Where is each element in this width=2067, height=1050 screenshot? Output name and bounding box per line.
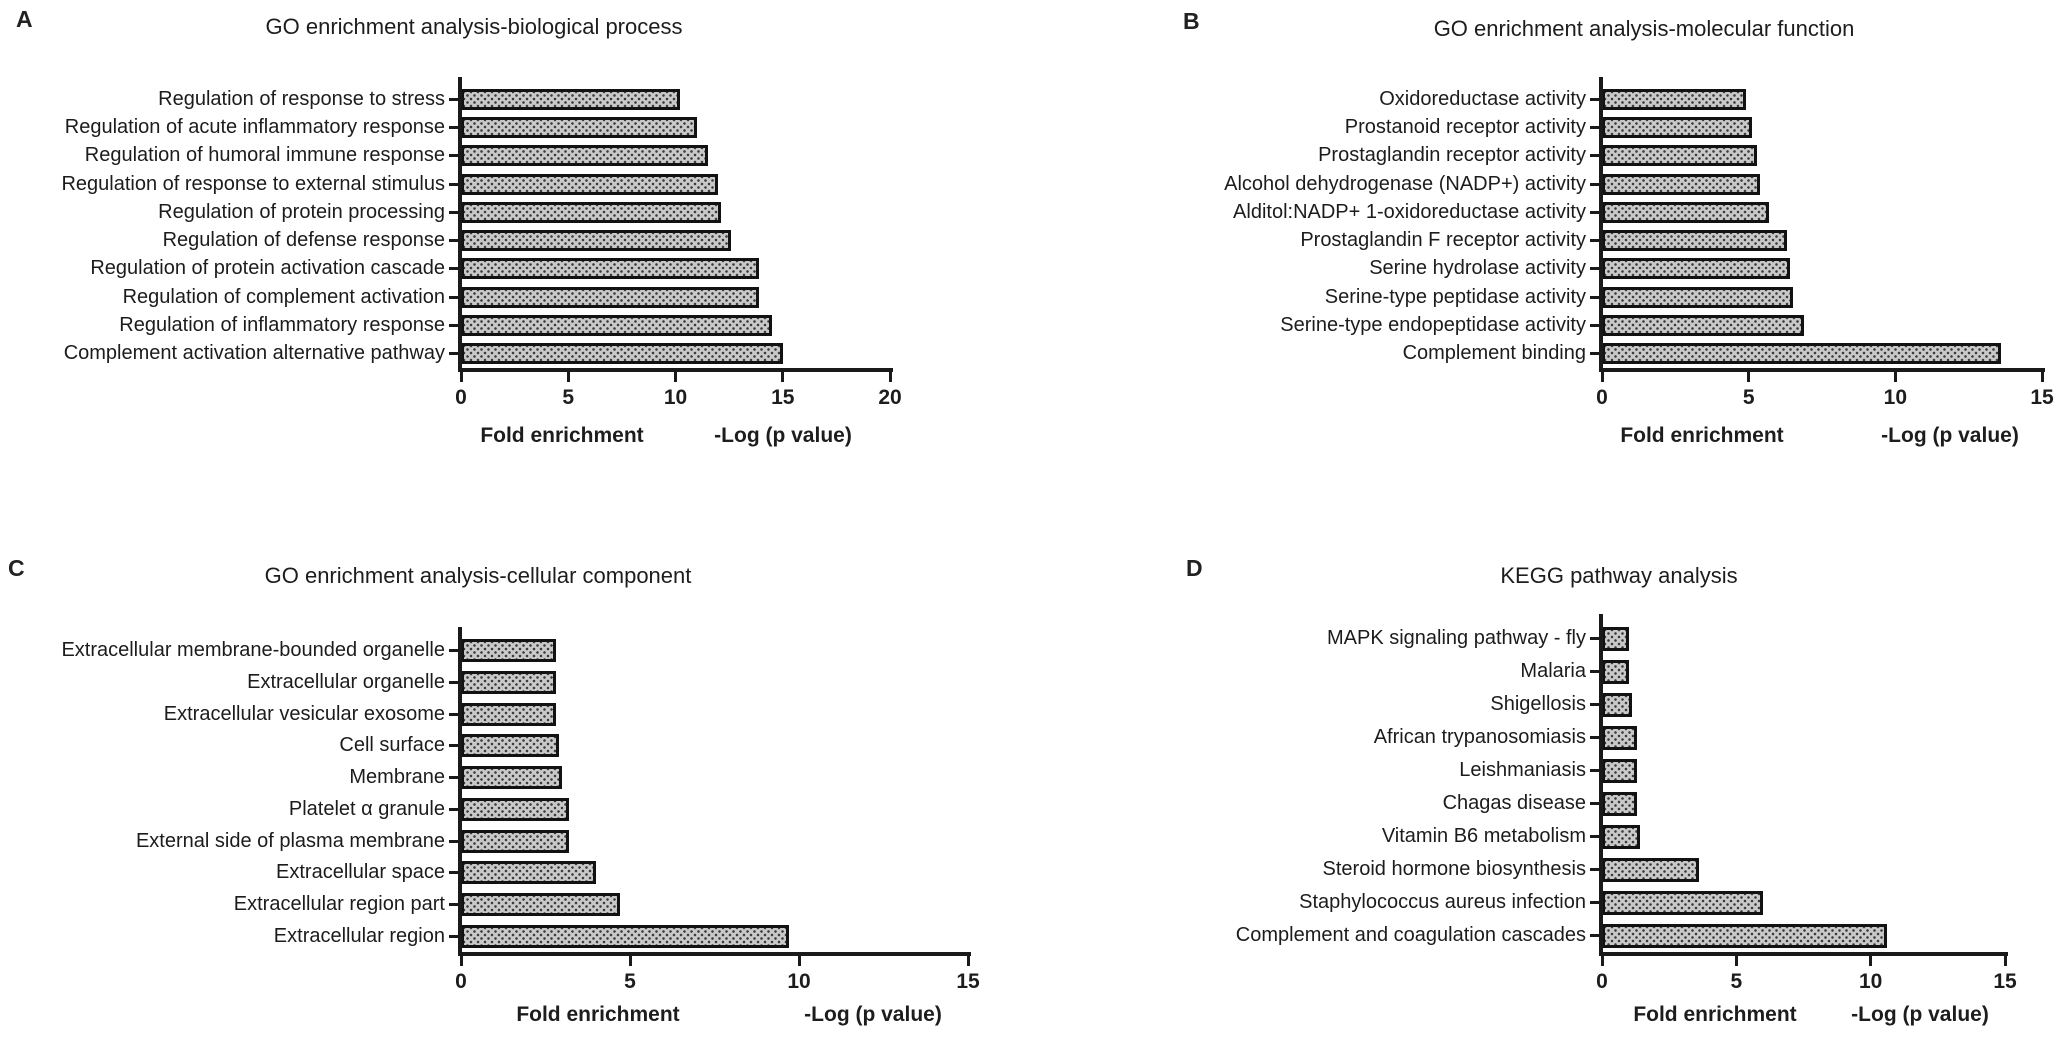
bar	[461, 315, 772, 336]
x-tick	[629, 956, 632, 966]
category-label: Membrane	[349, 766, 445, 789]
x-tick-label: 10	[1858, 970, 1883, 993]
category-label: Serine hydrolase activity	[1369, 257, 1586, 280]
x-axis-label-log-p-value-a: -Log (p value)	[714, 424, 852, 447]
category-label: Regulation of response to stress	[158, 87, 445, 110]
panel-letter-c: C	[8, 555, 25, 581]
bar	[1602, 117, 1752, 138]
bar	[1602, 792, 1637, 816]
x-axis-label-log-p-value-c: -Log (p value)	[804, 1003, 942, 1026]
category-label: Serine-type endopeptidase activity	[1280, 314, 1586, 337]
x-axis-line	[458, 952, 971, 956]
x-tick	[460, 372, 463, 382]
category-label: Leishmaniasis	[1459, 759, 1586, 781]
bar	[1602, 258, 1790, 279]
x-tick	[1735, 956, 1738, 966]
x-tick	[889, 372, 892, 382]
panel-c-cellular-component	[0, 525, 1033, 1050]
x-tick-label: 20	[878, 386, 902, 409]
bar	[1602, 627, 1629, 651]
bar	[1602, 924, 1887, 948]
panel-d-kegg-pathway	[1034, 525, 2067, 1050]
bar	[461, 230, 731, 251]
bar	[1602, 858, 1699, 882]
x-tick	[674, 372, 677, 382]
bar	[1602, 202, 1769, 223]
bar	[461, 343, 783, 364]
x-tick	[460, 956, 463, 966]
panel-b-molecular-function	[1034, 0, 2067, 525]
x-tick-label: 15	[956, 970, 980, 993]
bar	[461, 703, 556, 726]
category-label: Platelet α granule	[288, 797, 445, 820]
x-tick-label: 5	[562, 386, 575, 409]
category-label: Extracellular space	[276, 861, 445, 884]
bar	[1602, 726, 1637, 750]
bar	[1602, 759, 1637, 783]
bar	[461, 798, 569, 821]
category-label: External side of plasma membrane	[135, 829, 445, 852]
x-tick-label: 15	[771, 386, 795, 409]
category-label: African trypanosomiasis	[1373, 726, 1586, 748]
bar	[461, 861, 596, 884]
chart-title-d: KEGG pathway analysis	[1500, 563, 1738, 588]
x-tick-label: 10	[1883, 386, 1907, 409]
x-tick-label: 0	[1596, 970, 1608, 993]
x-tick	[798, 956, 801, 966]
y-axis-line	[1599, 77, 1603, 372]
bar	[461, 287, 759, 308]
bar-chart-d	[1034, 525, 2067, 1050]
category-label: Regulation of response to external stimulus	[61, 172, 445, 195]
bar-chart-c	[0, 525, 1033, 1050]
category-label: Serine-type peptidase activity	[1324, 285, 1586, 308]
category-label: Regulation of humoral immune response	[84, 144, 445, 167]
x-tick	[2041, 372, 2044, 382]
bar	[1602, 145, 1757, 166]
panel-a-biological-process	[0, 0, 1033, 525]
bar	[461, 734, 559, 757]
panel-letter-d: D	[1186, 555, 1203, 581]
chart-title-b: GO enrichment analysis-molecular function	[1433, 16, 1855, 41]
bar	[461, 639, 556, 662]
x-tick	[1894, 372, 1897, 382]
category-label: Oxidoreductase activity	[1379, 87, 1586, 110]
category-label: Prostaglandin F receptor activity	[1300, 229, 1586, 252]
category-label: Regulation of inflammatory response	[119, 314, 445, 337]
bar	[461, 830, 569, 853]
bar	[461, 117, 697, 138]
x-tick	[1601, 956, 1604, 966]
category-label: Alditol:NADP+ 1-oxidoreductase activity	[1233, 200, 1586, 223]
x-tick	[781, 372, 784, 382]
x-tick	[2004, 956, 2007, 966]
category-label: Regulation of acute inflammatory response	[64, 115, 445, 138]
bar	[461, 89, 680, 110]
x-tick-label: 15	[2030, 386, 2054, 409]
bar	[461, 893, 620, 916]
category-label: Regulation of defense response	[162, 229, 445, 252]
bar	[1602, 825, 1640, 849]
category-label: Complement activation alternative pathway	[63, 342, 445, 365]
x-tick	[567, 372, 570, 382]
x-tick-label: 5	[1742, 386, 1755, 409]
category-label: Prostanoid receptor activity	[1344, 115, 1586, 138]
x-tick-label: 15	[1993, 970, 2017, 993]
bar	[1602, 230, 1787, 251]
x-axis-label-fold-enrichment-b: Fold enrichment	[1620, 424, 1784, 447]
category-label: Vitamin B6 metabolism	[1381, 825, 1586, 847]
category-label: Staphylococcus aureus infection	[1299, 891, 1586, 913]
x-axis-line	[1599, 952, 2008, 956]
category-label: Complement and coagulation cascades	[1235, 924, 1586, 946]
x-axis-label-fold-enrichment-a: Fold enrichment	[480, 424, 644, 447]
x-tick-label: 10	[663, 386, 688, 409]
category-label: MAPK signaling pathway - fly	[1326, 627, 1586, 649]
x-tick	[1601, 372, 1604, 382]
category-label: Steroid hormone biosynthesis	[1322, 858, 1586, 880]
bar	[1602, 89, 1746, 110]
x-axis-line	[1599, 368, 2045, 372]
bar	[461, 766, 562, 789]
x-axis-label-fold-enrichment-d: Fold enrichment	[1633, 1003, 1797, 1026]
bar	[461, 671, 556, 694]
panel-letter-b: B	[1183, 8, 1200, 34]
category-label: Alcohol dehydrogenase (NADP+) activity	[1224, 172, 1586, 195]
y-axis-line	[458, 77, 462, 372]
x-tick	[1747, 372, 1750, 382]
category-label: Malaria	[1520, 660, 1586, 682]
bar	[461, 145, 708, 166]
category-label: Regulation of complement activation	[122, 285, 445, 308]
x-axis-label-log-p-value-d: -Log (p value)	[1851, 1003, 1989, 1026]
category-label: Extracellular region	[273, 924, 445, 947]
category-label: Prostaglandin receptor activity	[1318, 144, 1586, 167]
bar	[1602, 891, 1763, 915]
bar	[1602, 343, 2001, 364]
x-tick-label: 0	[455, 970, 467, 993]
bar	[1602, 174, 1760, 195]
x-axis-label-fold-enrichment-c: Fold enrichment	[516, 1003, 680, 1026]
category-label: Shigellosis	[1490, 693, 1586, 715]
x-tick	[1869, 956, 1872, 966]
bar	[1602, 660, 1629, 684]
category-label: Extracellular region part	[233, 892, 445, 915]
y-axis-line	[458, 627, 462, 956]
x-tick-label: 5	[1730, 970, 1743, 993]
x-tick	[967, 956, 970, 966]
x-tick-label: 0	[455, 386, 467, 409]
bar	[1602, 693, 1632, 717]
bar	[461, 258, 759, 279]
x-tick-label: 5	[624, 970, 636, 993]
category-label: Cell surface	[339, 734, 445, 757]
category-label: Extracellular vesicular exosome	[163, 702, 445, 725]
chart-title-c: GO enrichment analysis-cellular component	[264, 563, 692, 588]
x-axis-label-log-p-value-b: -Log (p value)	[1881, 424, 2019, 447]
bar	[461, 925, 789, 948]
bar	[461, 174, 718, 195]
bar	[1602, 287, 1793, 308]
category-label: Regulation of protein activation cascade	[90, 257, 445, 280]
chart-title-a: GO enrichment analysis-biological process	[265, 14, 683, 39]
category-label: Chagas disease	[1442, 792, 1586, 814]
category-label: Extracellular membrane-bounded organelle	[61, 639, 445, 662]
category-label: Regulation of protein processing	[158, 200, 445, 223]
x-tick-label: 10	[787, 970, 811, 993]
bar	[1602, 315, 1804, 336]
bar	[461, 202, 721, 223]
panel-letter-a: A	[16, 6, 33, 32]
y-axis-line	[1599, 614, 1603, 956]
category-label: Extracellular organelle	[247, 671, 445, 694]
category-label: Complement binding	[1402, 342, 1586, 365]
x-tick-label: 0	[1596, 386, 1608, 409]
